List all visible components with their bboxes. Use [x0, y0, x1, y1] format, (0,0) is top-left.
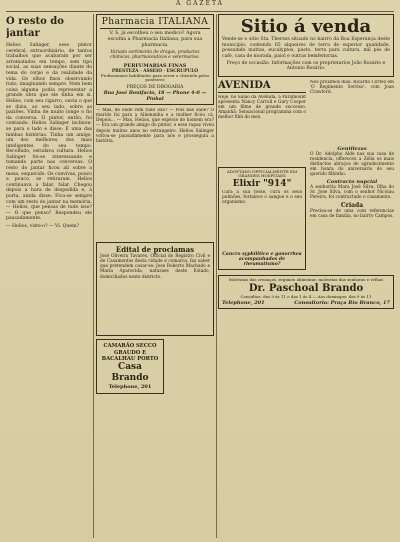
elixir-intro: ADOPTADO OFFICIALMENTE EM GRANDES HOSPITAES	[226, 168, 298, 179]
paschoal-address: Consultorio: Praça Rio Branco, 17	[294, 299, 390, 306]
paschoal-phone: Telephone, 201	[222, 299, 265, 306]
camarao-title: CAMARÃO SECCO GRAUDO E BACALHAU PORTO	[101, 343, 159, 362]
lower-grid	[218, 80, 394, 274]
col3-right	[310, 80, 394, 274]
column-2	[96, 14, 214, 538]
column-1	[6, 14, 92, 538]
elixir-tag: Cancro syphilitico e gonorrhea acompanhados de rheumatismo?	[222, 252, 302, 268]
sitio-body: Vende-se o sítio Sta. Therezs situado no bairro da Boa Esperança deste município, contendo 65 alqueires de terra de superior qualidade, possuindo mattas, eucalyptos, pasto, terra para cultura, mil pés de café, casa de morada, paiol e outras bemfeitorias.	[222, 37, 390, 59]
paschoal-footer	[222, 300, 390, 306]
masthead-rule	[6, 11, 394, 12]
criada-title: Criada	[340, 202, 364, 210]
contracto-body: A senhorita Mara José Silva, filha do Sr. Jose Silva, com o senhor Nicolau Pereira, foi contractado o casamento.	[310, 185, 394, 201]
sitio-ad	[218, 14, 394, 77]
pharmacia-precos: PREÇOS DE DROGARIA	[126, 85, 184, 91]
paschoal-header: Moléstias das creanças, regimen alimentar, molestias das senhoras e velhas	[228, 277, 384, 283]
article-body: Helios Salinger, esse pintor cerebral, extraordinário, de tantos trabalhos que acabaram por ser arrematados em tempo, sem tipo social, as suas sensações diante do tema do corpo e da realidade da vida. Os olhos fixos observando tudo, imaginando sempre. Nem bem coisa alguma podia representar a grande obra que ele tinha em si. Helios, com seu cigarro, ouvia o que se dizia, ao seu lado, sobre as paixões. Vinha de muito longe o fio da conversa. O pintor, então, foi contando. Helios Salinger inclinou-se para o lado e disse: É uma das minhas histórias. Tinha um amigo, um dos melhores, dos mais inteligentes do seu tempo. Recolhido, estudava cultura. Helios Salinger foi-se interessando e tomando parte nas conversas. O resto do jantar ficou ali sobre a mesa, esquecido. Os convivas, pouco a pouco, se retiraram. Helios continuava a falar, falar. Chegou depois a hora de despedida e, à porta, ainda disse: Fica-se sempre com um resto do jantar na memória. — Helios, que pensas de tudo isso? — O que penso? Respondeu ele pausadamente.	[6, 43, 92, 222]
elixir-name: Elixir "914"	[232, 179, 292, 190]
pharmacia-intro: V. S. já escolheu o seu medico? Agora escolha a Pharmacia Italiana, para sua pharmacia.	[107, 31, 203, 48]
column-divider	[216, 14, 217, 538]
pharmacia-pillars: PRESTEZA · ASSEIO · ESCRUPULO	[111, 68, 199, 74]
column-divider	[93, 14, 94, 538]
gentilezas-title: Gentilezas	[337, 145, 367, 152]
edital-body: José Oliveira Tavares, Official do Registro Civil e de Casamentos desta cidade e comarca, faz saber que pretendem casar-se: Jose Roberto Machado e Maria Aparecida, naturaes deste Estado, domiciliados neste districto.	[100, 254, 210, 280]
pharmacia-tagline: Variado sortimento de drogas, productos chimicos, pharmaceuticos e veterinarios.	[110, 50, 200, 61]
edital-title: Edital de proclamas	[115, 245, 195, 255]
avenida-body: Hoje, no Salão da Avenida, a Paramount apresenta Nancy Carroll e Gary Cooper em um filme de grande successo. Amanhã: Sensacional programma com o melhor film do mez.	[218, 94, 306, 120]
article-closing: — Helios, viste-o? — Vi. Quem?	[6, 224, 79, 229]
sitio-title: Sitio á venda	[240, 16, 372, 37]
pharmacia-pillars-note: Profissionaes habilitados para servir a clientela pelos ponteiros	[100, 72, 210, 83]
paschoal-hours: Consultas: das 9 ás 11 e das 1 ás 4 — Aos domingos: das 9 ás 11	[240, 293, 372, 299]
col3-left	[218, 80, 306, 274]
paschoal-ad	[218, 275, 394, 309]
masthead: A GAZETA	[176, 0, 224, 7]
pharmacia-title: Pharmacia ITALIANA	[101, 17, 209, 27]
gentilezas-body: O Dr. Adolpho Alde nas sua casa de residencia, offereceu a Zélia os mais distinctos abraços de agradecimento em honra do aniversario do seu querido filhinho.	[310, 151, 394, 177]
pharmacia-perfumarias: PERFUMARIAS FINAS	[123, 62, 187, 69]
column-3	[218, 14, 394, 538]
camarao-store: Casa Brando	[111, 362, 149, 384]
avenida-side: Nos proximos dias: Ricardo Cortez em 'O Regimento Sorriso', com Joan Crawford.	[310, 79, 394, 95]
elixir-body: Cura a sua tosse, cura os seus pulmões, fortalece o sangue e o seu organismo.	[222, 190, 302, 206]
criada-body: Precisa-se de uma com referencias em casa de familia, no bairro Campos.	[310, 209, 394, 220]
paschoal-name: Dr. Paschoal Brando	[248, 282, 364, 294]
contracto-title: Contracto nupcial	[326, 179, 378, 186]
article-title: O resto do jantar	[6, 16, 64, 39]
pharmacia-ad	[96, 14, 214, 105]
camarao-ad	[96, 339, 164, 394]
elixir-ad	[218, 167, 306, 271]
sitio-note: Preço de occasião. Informações com os proprietarios João Rosário e Antonio Rosário.	[226, 61, 386, 72]
story-continued: — Mas, de onde vem tudo isto? — Pois não sabe? O marido foi para a Allemanha e a mulher ficou cá. Depois... — Mas, Helios, que espécie de homem era? — Era um grande amigo do pintor, e esse rapaz viveu depois muitos anos no estrangeiro. Helios Salinger voltou-se pausadamente para nós e prosseguiu a história.	[96, 108, 214, 144]
camarao-phone: Telephone, 201	[108, 384, 152, 391]
pharmacia-address: Rua José Bonifacio, 18 — Phone 4-0 — Pinhal	[103, 90, 207, 103]
avenida-title: AVENIDA	[218, 80, 306, 93]
edital-box	[96, 242, 214, 336]
